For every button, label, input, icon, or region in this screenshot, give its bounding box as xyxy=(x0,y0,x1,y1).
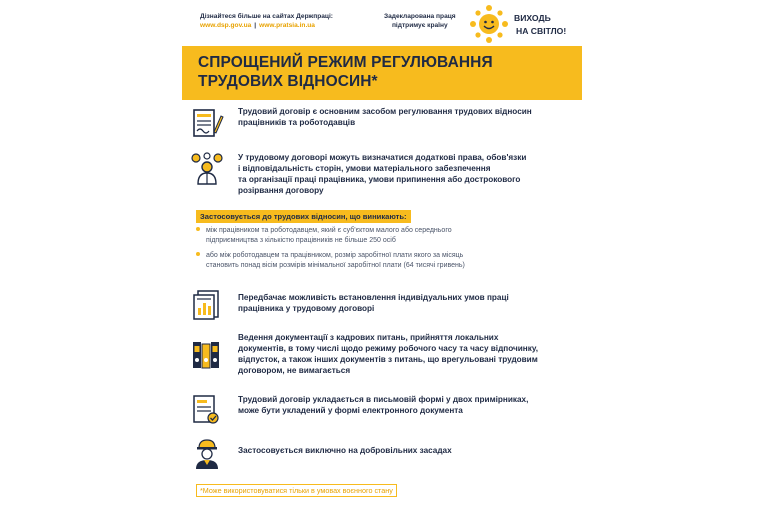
item-written-form xyxy=(190,392,528,426)
item-documentation-line3: відпусток, а також інших документів з питань, що врегульовані трудовим xyxy=(238,355,538,364)
item-documentation-line4: договором, не вимагається xyxy=(238,366,351,375)
item-contract-line2: працівників та роботодавців xyxy=(238,118,356,127)
info-question: Дізнайтеся більше на сайтах Держпраці: xyxy=(200,13,333,20)
binders-icon xyxy=(190,338,224,372)
applies-heading: Застосовується до трудових відносин, що виникають: xyxy=(196,210,411,223)
item-documentation-line2: документів, в тому числі щодо режиму робочого часу та часу відпочинку, xyxy=(238,344,539,353)
item-rights-line1: У трудовому договорі можуть визначатися додаткові права, обов'язки xyxy=(238,153,527,162)
bullet-dot xyxy=(196,252,200,256)
bullet1-line2: підприємництва з кількістю працівників не більше 250 осіб xyxy=(206,236,396,244)
link-separator: | xyxy=(254,22,257,29)
info-sites xyxy=(200,12,333,30)
bullet1-line1: між працівником та роботодавцем, який є суб'єктом малого або середнього xyxy=(206,227,452,234)
cta-slogan xyxy=(514,12,566,38)
item-contract xyxy=(190,106,532,140)
document-chart-icon xyxy=(190,288,224,322)
item-documentation xyxy=(190,332,538,376)
sun-icon xyxy=(468,4,510,44)
contract-signing-icon xyxy=(190,106,224,140)
item-rights xyxy=(190,152,526,196)
cta-line1: ВИХОДЬ xyxy=(514,13,551,23)
item-written-line1: Трудовий договір укладається в письмовій формі у двох примірниках, xyxy=(238,395,529,404)
title-line1: СПРОЩЕНИЙ РЕЖИМ РЕГУЛЮВАННЯ xyxy=(198,54,493,71)
link-dsp[interactable]: www.dsp.gov.ua xyxy=(200,22,252,29)
item-voluntary-line1: Застосовується виключно на добровільних засадах xyxy=(238,446,452,455)
applies-bullet-1 xyxy=(196,226,452,245)
item-individual-line1: Передбачає можливість встановлення індивідуальних умов праці xyxy=(238,293,509,302)
slogan xyxy=(384,12,456,30)
title-banner xyxy=(182,46,582,100)
title-line2: ТРУДОВИХ ВІДНОСИН* xyxy=(198,73,378,90)
cta-line2: НА СВІТЛО! xyxy=(516,26,567,36)
item-rights-line4: розірвання договору xyxy=(238,186,324,195)
item-rights-line2: і відповідальність сторін, умови матеріального забезпечення xyxy=(238,164,491,173)
item-individual-line2: працівника у трудовому договорі xyxy=(238,304,375,313)
slogan-line2: підтримує країну xyxy=(391,22,448,29)
applies-bullet-2 xyxy=(196,251,465,270)
bullet2-line1: або між роботодавцем та працівником, розмір заробітної плати якого за місяць xyxy=(206,252,464,259)
link-pratsia[interactable]: www.pratsia.in.ua xyxy=(259,22,315,29)
slogan-line1: Задекларована праця xyxy=(384,13,456,20)
item-rights-line3: та організації праці працівника, умови припинення або дострокового xyxy=(238,175,521,184)
worker-icon xyxy=(190,436,224,470)
item-contract-line1: Трудовий договір є основним засобом регулювання трудових відносин xyxy=(238,107,532,116)
item-individual-conditions xyxy=(190,288,509,322)
item-documentation-line1: Ведення документації з кадрових питань, прийняття локальних xyxy=(238,333,499,342)
signed-document-icon xyxy=(190,392,224,426)
item-written-line2: може бути укладений у формі електронного документа xyxy=(238,406,463,415)
person-gears-icon xyxy=(190,152,224,186)
bullet2-line2: становить понад вісім розмірів мінімальної заробітної плати (64 тисячі гривень) xyxy=(206,261,465,269)
page-title xyxy=(198,53,493,91)
item-voluntary xyxy=(190,436,452,470)
footnote: *Може використовуватися тільки в умовах воєнного стану xyxy=(196,484,397,497)
bullet-dot xyxy=(196,227,200,231)
